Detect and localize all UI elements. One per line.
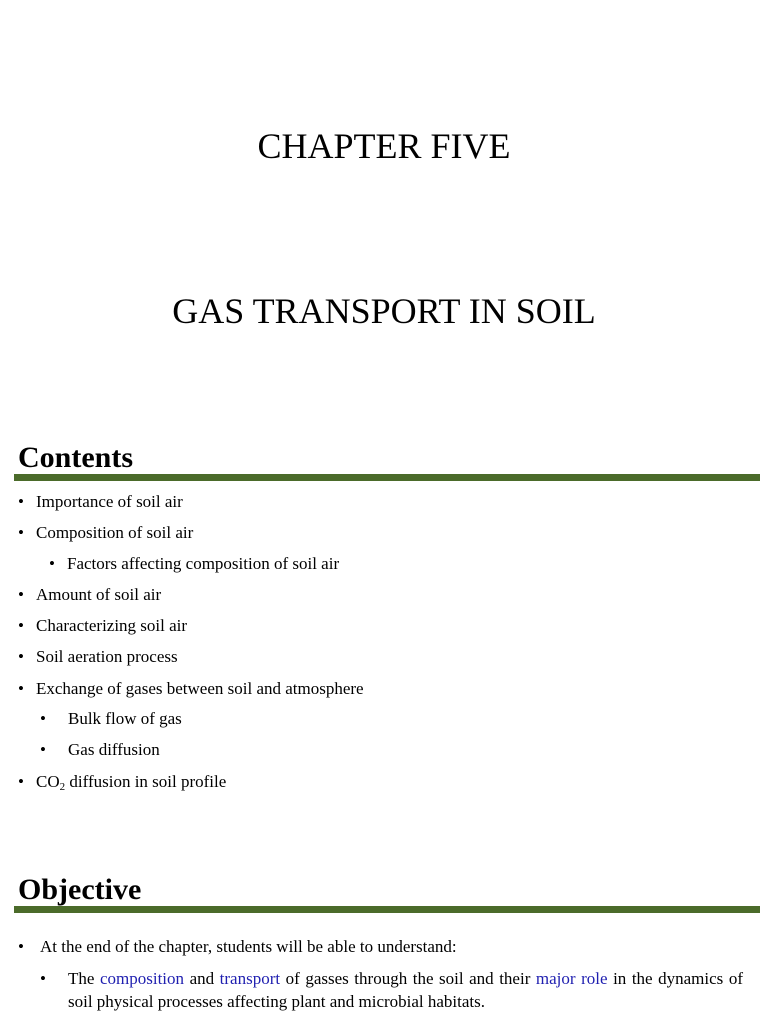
- bullet-icon: •: [18, 647, 24, 666]
- bullet-icon: •: [40, 709, 46, 728]
- bullet-icon: •: [40, 740, 46, 759]
- highlight-major-role: major role: [535, 969, 608, 988]
- objective-paragraph: The composition and transport of gasses through the soil and their major role in the dynamics of soil physical processes affecting plant and microbial habitats.: [68, 969, 743, 1011]
- bullet-icon: •: [18, 523, 24, 542]
- bullet-icon: •: [18, 616, 24, 635]
- objective-divider: [14, 906, 760, 913]
- title-slide: [0, 0, 768, 420]
- bullet-icon: •: [40, 969, 46, 988]
- bullet-icon: •: [18, 492, 24, 511]
- highlight-transport: transport: [219, 969, 281, 988]
- bullet-icon: •: [49, 554, 55, 573]
- highlight-composition: composition: [99, 969, 185, 988]
- bullet-icon: •: [18, 937, 24, 956]
- slide-title: GAS TRANSPORT IN SOIL: [172, 291, 596, 331]
- contents-heading: Contents: [18, 441, 134, 474]
- objective-heading: Objective: [18, 873, 142, 906]
- bullet-icon: •: [18, 679, 24, 698]
- bullet-icon: •: [18, 585, 24, 604]
- contents-divider: [14, 474, 760, 481]
- chapter-label: CHAPTER FIVE: [257, 126, 511, 166]
- bullet-icon: •: [18, 772, 24, 791]
